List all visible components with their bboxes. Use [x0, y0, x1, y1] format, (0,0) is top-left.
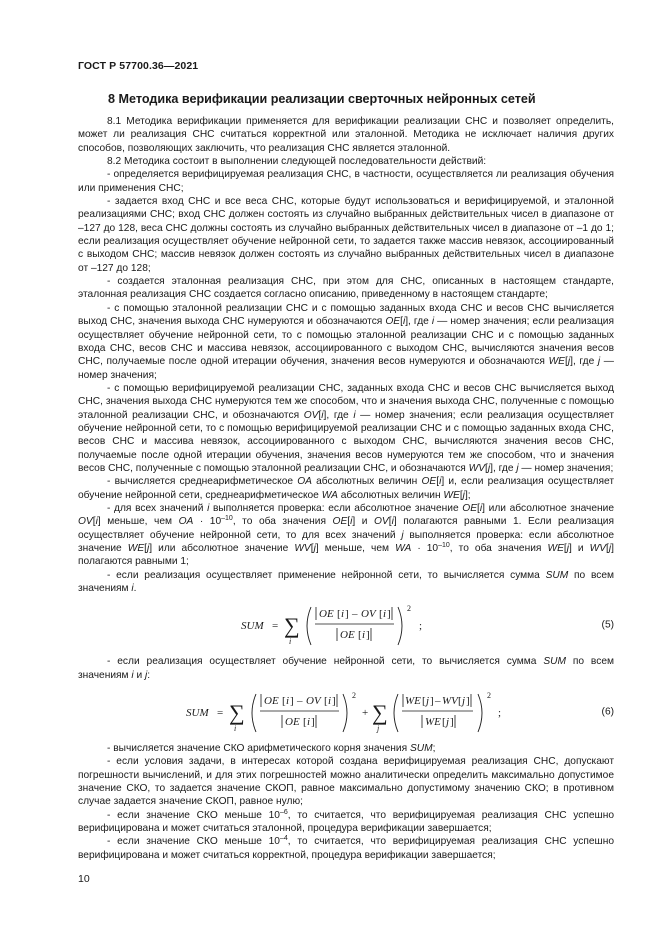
formula-5-sum-index: i [289, 637, 292, 647]
svg-text:[: [ [324, 695, 328, 708]
formula-6-number: (6) [601, 706, 614, 718]
svg-text:]: ] [387, 608, 391, 621]
paragraph-8-2: 8.2 Методика состоит в выполнении следующей последовательности действий: [107, 156, 487, 168]
svg-text:2: 2 [352, 691, 356, 701]
svg-text:i: i [383, 608, 387, 621]
svg-text:j: j [462, 695, 466, 708]
list-item-sum-apply: - если реализация осуществляет применение нейронной сети, то вычисляется сумма SUM по всем значениям i. [78, 569, 615, 595]
svg-text:[: [ [379, 608, 383, 621]
svg-text:i: i [234, 724, 237, 734]
svg-text:[: [ [358, 629, 362, 642]
svg-text:]: ] [466, 695, 470, 708]
formula-5-lhs: SUM [241, 620, 264, 633]
svg-text:OV: OV [306, 695, 321, 708]
svg-text:i: i [286, 695, 290, 708]
svg-text:;: ; [498, 707, 502, 720]
right-paren [398, 607, 402, 645]
svg-text:]: ] [450, 716, 454, 729]
svg-text:[: [ [337, 608, 341, 621]
formula-6-tail [476, 688, 506, 736]
svg-text:–: – [352, 608, 358, 621]
svg-text:i: i [341, 608, 345, 621]
formula-5-graphic [241, 601, 451, 649]
formula-5-num-a: OE [319, 608, 334, 621]
svg-text:i: i [362, 629, 366, 642]
page-number: 10 [78, 873, 90, 885]
svg-text:WE: WE [425, 716, 441, 729]
svg-text:[: [ [458, 695, 462, 708]
svg-text:j: j [446, 716, 450, 729]
list-item-reference: - создается эталонная реализация СНС, при этом для СНС, описанных в настоящем стандарте, эталонная реализация СНС создается согласно описанию, приведенному в настоящем стандарте; [78, 276, 614, 301]
svg-text:–: – [297, 695, 303, 708]
formula-5-eq: = [272, 620, 279, 633]
svg-text:[: [ [303, 716, 307, 729]
svg-text:[: [ [422, 695, 426, 708]
formula-5 [78, 601, 614, 649]
svg-text:–: – [435, 695, 441, 708]
svg-text:]: ] [345, 608, 349, 621]
svg-text:OE: OE [264, 695, 279, 708]
formula-6-graphic [186, 688, 476, 736]
svg-text:+: + [362, 707, 369, 720]
list-item-sko: - вычисляется значение СКО арифметического корня значения SUM; [107, 743, 436, 755]
list-item-sum-train: - если реализация осуществляет обучение нейронной сети, то вычисляется сумма SUM по всем значениям i и j: [78, 656, 614, 681]
list-item-correct-result: - если значение СКО меньше $10^{-4}$, то считается, что верифицируемая реализация СНС успешно верифицирована и может считаться корректной, процедура верификации завершается; [78, 835, 614, 861]
formula-5-number: (5) [601, 619, 614, 631]
list-item-check: - для всех значений i выполняется проверка: если абсолютное значение OE[i] или абсолютное значение OV[i] меньше, чем OA · $10^{-10}$, то оба значения OE[i] и OV[i] полагаются равными 1. Если реализация осуществляет обучение нейронной сети, то для всех значений j выполняется проверка: если абсолютное значение WE[j] или абсолютное значение WV[j] меньше, чем WA · $10^{-10}$, то оба значения WE[j] и WV[j] полагаются равными 1; [78, 502, 614, 568]
svg-text:]: ] [366, 629, 370, 642]
list-item-oe: - с помощью эталонной реализации СНС и с помощью заданных входа СНС и весов СНС вычисляется выход СНС, значения выхода СНС нумеруются и обозначаются OE[i], где i — номер значения; если реализация осуществляет обучение нейронной сети, то с помощью эталонной реализации СНС и с помощью заданных входа СНС, весов СНС и массива невязок, ассоциированного с выходом СНС, вычисляются значения весов СНС, получаемые после одной итерации обучения, значения весов нумеруются и обозначаются WE[j], где j — номер значения; [78, 302, 614, 381]
svg-text:[: [ [442, 716, 446, 729]
standard-header: ГОСТ Р 57700.36—2021 [78, 60, 199, 72]
svg-text:i: i [307, 716, 311, 729]
document-body [78, 115, 614, 862]
sigma-symbol-i: ∑ [229, 700, 245, 726]
svg-text:]: ] [311, 716, 315, 729]
svg-text:=: = [217, 707, 224, 720]
formula-5-den: OE [340, 629, 355, 642]
svg-text:j: j [426, 695, 430, 708]
svg-text:[: [ [282, 695, 286, 708]
svg-text:j: j [377, 724, 380, 734]
list-item-reference-result: - если значение СКО меньше $10^{-6}$, то считается, что верифицируемая реализация СНС успешно верифицирована и может считаться эталонной, процедура верификации завершается; [78, 808, 614, 835]
formula-5-num-b: OV [361, 608, 376, 621]
svg-text:]: ] [332, 695, 336, 708]
svg-text:OE: OE [285, 716, 300, 729]
section-title: 8 Методика верификации реализации сверточных нейронных сетей [108, 92, 536, 106]
svg-text:;: ; [419, 620, 423, 633]
formula-6 [78, 688, 614, 736]
svg-text:i: i [328, 695, 332, 708]
svg-text:]: ] [430, 695, 434, 708]
formula-5-power: 2 [407, 604, 411, 614]
list-item-inputs: - задается вход СНС и все веса СНС, которые будут использоваться и верифицируемой, и эталонной реализациями СНС; вход СНС должен состоять из случайно выбранных действительных чисел в диапазоне от –127 до 128, веса СНС должны состоять из случайно выбранных действительных чисел в диапазоне от –1 до 1; если реализация осуществляет обучение нейронной сети, то задается также массив невязок, ассоциированный с выходом СНС; массив невязок должен состоять из случайно выбранных действительных чисел в диапазоне от –127 до 128; [78, 196, 614, 274]
svg-text:]: ] [290, 695, 294, 708]
list-item-oa: - вычисляется среднеарифметическое OA абсолютных величин OE[i] и, если реализация осуществляет обучение нейронной сети, среднеарифметическое WA абсолютных величин WE[j]; [78, 476, 614, 501]
svg-text:SUM: SUM [186, 707, 209, 720]
sigma-symbol-j: ∑ [372, 700, 388, 726]
list-item-skop: - если условия задачи, в интересах которой создана верифицируемая реализация СНС, допускают погрешности вычислений, и для этих погрешностей можно аналитически определить максимально допустимое значение СКО, то задается значение СКОП, равное максимально допустимому значению СКО; в противном случае задается значение СКОП, равное нулю; [78, 756, 614, 808]
svg-text:2: 2 [487, 691, 491, 701]
list-item-ov: - с помощью верифицируемой реализации СНС, заданных входа СНС и весов СНС вычисляется выход СНС, значения выхода СНС нумеруются тем же способом, что и значения выхода СНС, полученные с помощью эталонной реализации СНС, и обозначаются OV[i], где i — номер значения; если реализация осуществляет обучение нейронной сети, то с помощью верифицируемой реализации СНС и с помощью заданных входа СНС, весов СНС и массива невязок, ассоциированного с выходом СНС, вычисляются значения весов СНС, получаемые после одной итерации обучения, значения весов нумеруются тем же способом, что и значения весов СНС, полученные с помощью эталонной реализации СНС, и обозначаются WV[j], где j — номер значения; [78, 382, 615, 474]
sigma-symbol: ∑ [284, 613, 300, 639]
left-paren [307, 607, 311, 645]
paragraph-8-1: 8.1 Методика верификации применяется для верификации реализации СНС и позволяет определить, может ли реализация СНС считаться корректной или эталонной. Методика не исключает наличия других способов, позволяющих заключить, что реализация СНС является эталонной. [78, 116, 614, 154]
list-item-define: - определяется верифицируемая реализация СНС, в частности, осуществляется ли реализация обучения или применения СНС; [78, 169, 614, 194]
svg-text:WV: WV [442, 695, 458, 708]
svg-text:WE: WE [405, 695, 421, 708]
